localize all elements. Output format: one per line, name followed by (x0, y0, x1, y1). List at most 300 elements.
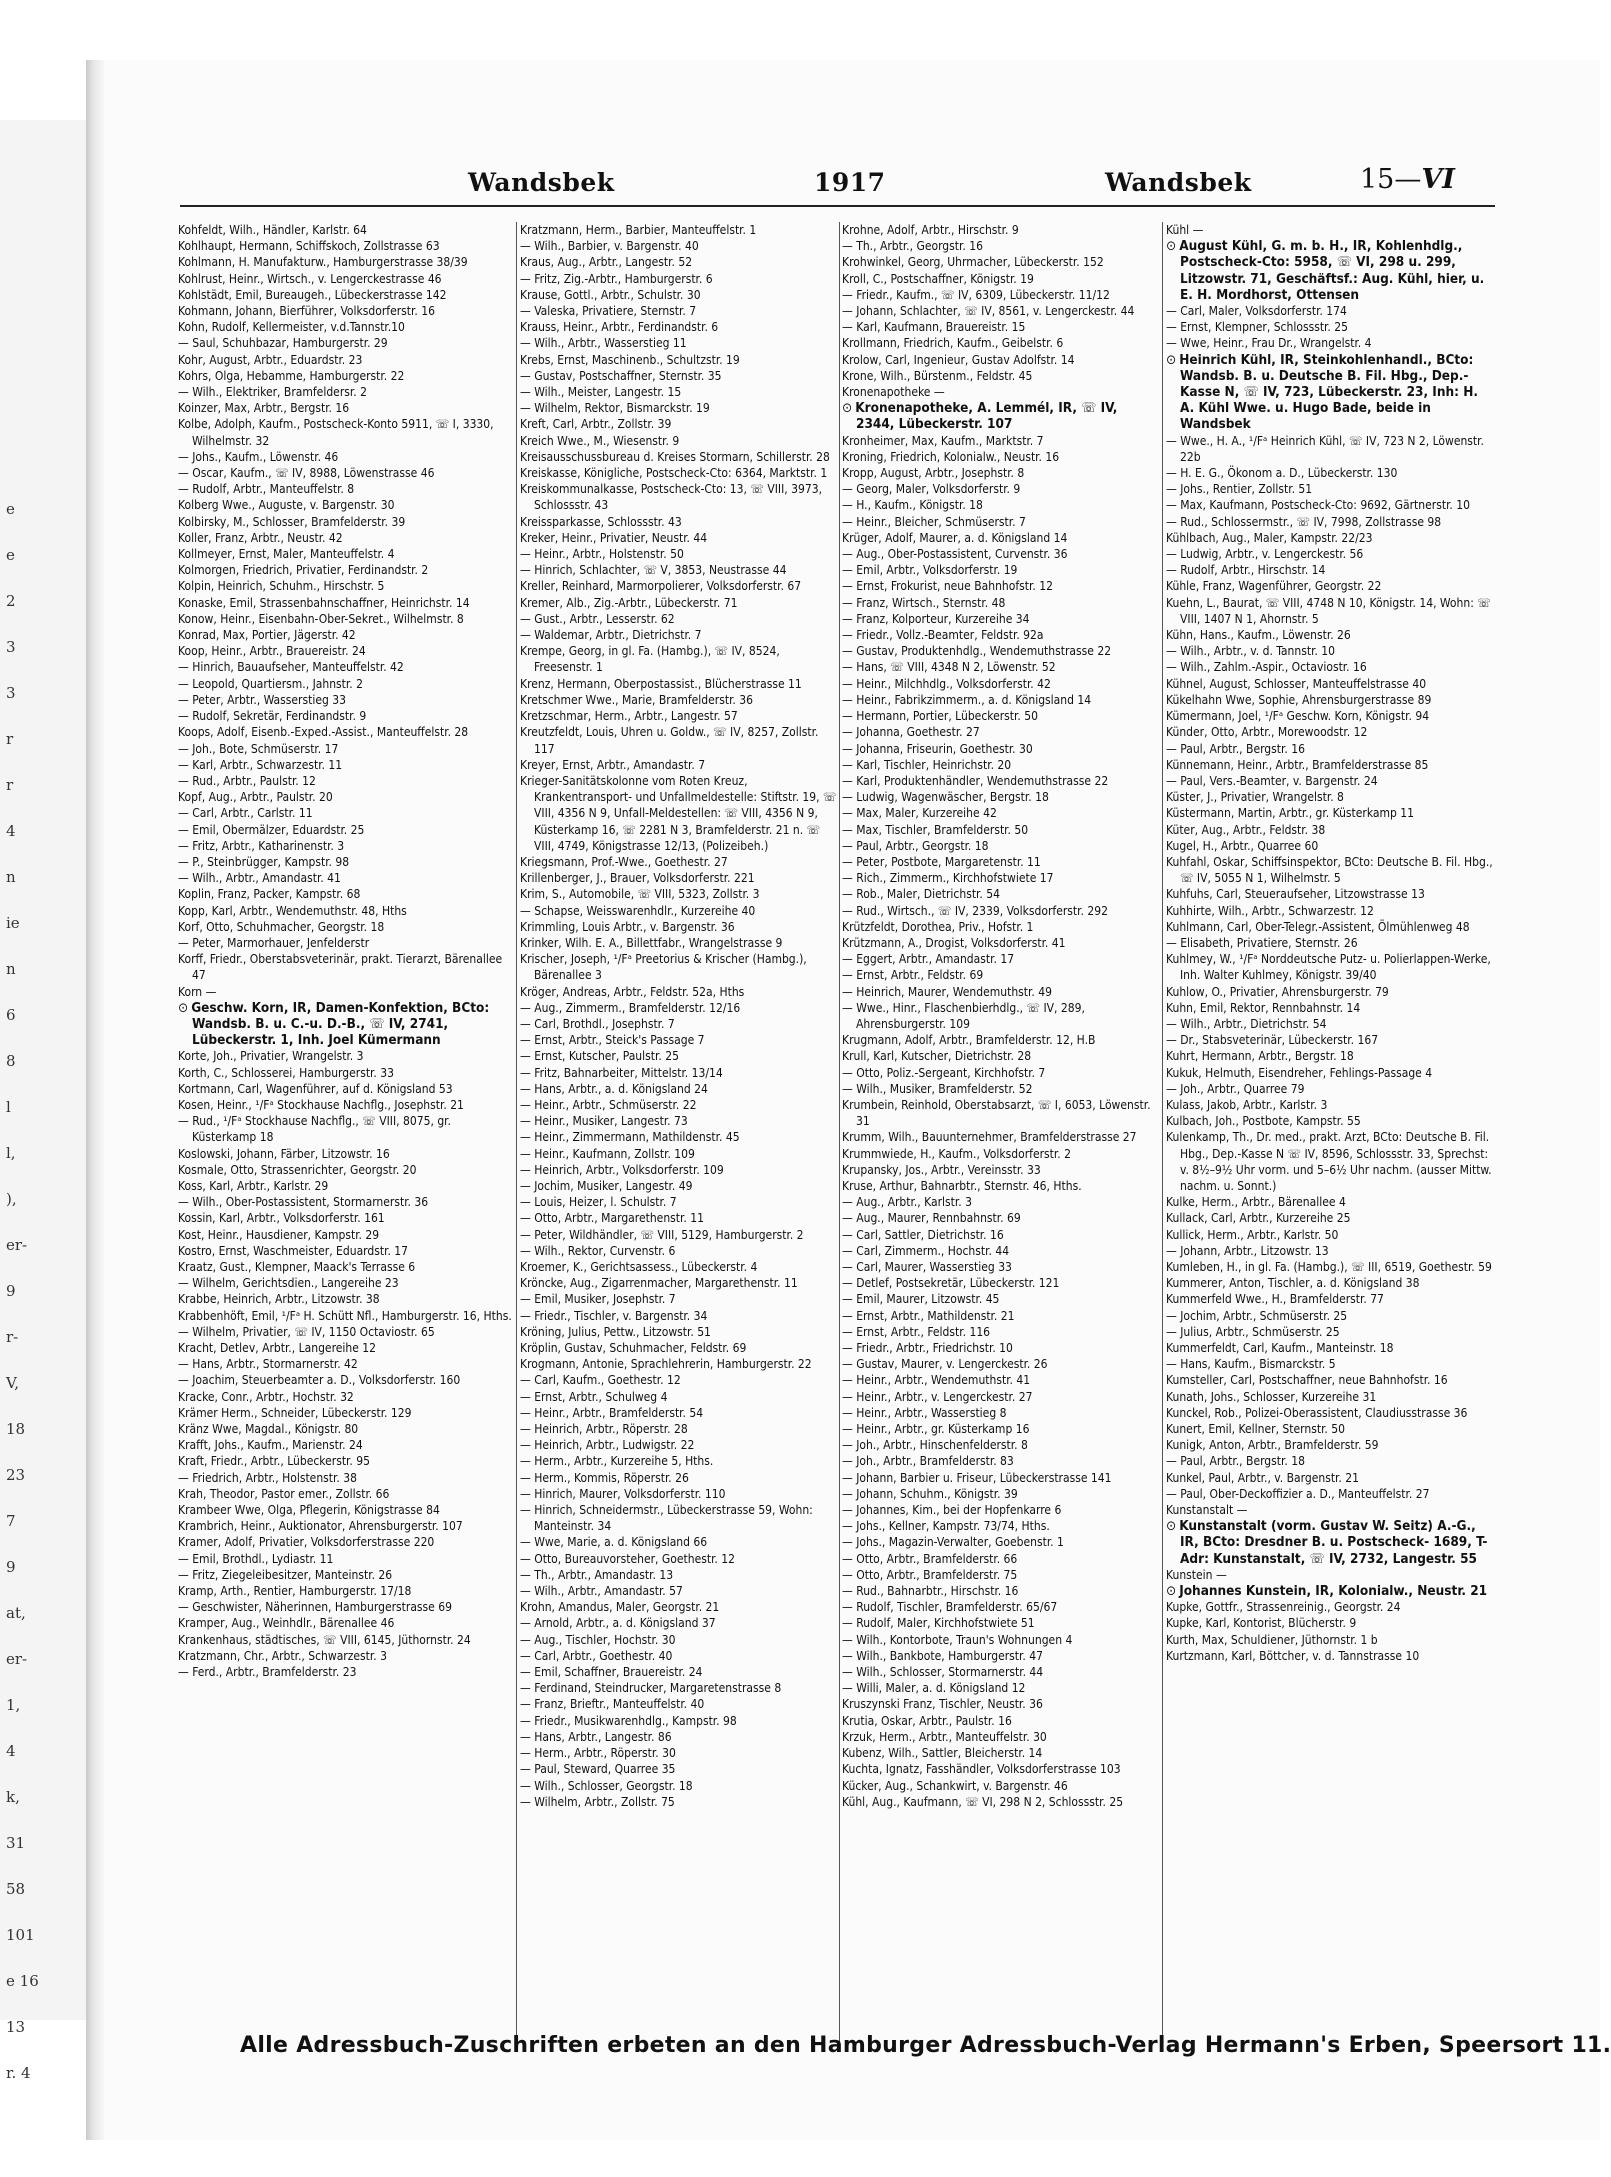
entry-text: — Wilhelm, Arbtr., Zollstr. 75 (520, 1794, 675, 1809)
directory-entry (1166, 1129, 1496, 1194)
entry-text: — Ferd., Arbtr., Bramfelderstr. 23 (178, 1665, 357, 1680)
directory-entry (842, 1178, 1160, 1194)
entry-text: — Oscar, Kaufm., ☏ IV, 8988, Löwenstrasse 46 (178, 466, 435, 481)
directory-entry (178, 1389, 514, 1405)
entry-text: — Carl, Maurer, Wasserstieg 33 (842, 1260, 1012, 1274)
directory-entry (842, 886, 1160, 902)
margin-fragment: 4 (6, 822, 16, 840)
entry-text: — Leopold, Quartiersm., Jahnstr. 2 (178, 676, 363, 691)
directory-entry (178, 870, 514, 886)
directory-entry (1166, 319, 1496, 335)
entry-text: — Hinrich, Schneidermstr., Lübeckerstrasse 59, Wohn: Manteinstr. 34 (520, 1503, 813, 1534)
directory-entry (842, 643, 1160, 659)
entry-text: — Karl, Produktenhändler, Wendemuthstrasse 22 (842, 773, 1109, 788)
directory-entry (178, 254, 514, 270)
directory-entry (520, 238, 838, 254)
directory-entry (1166, 1243, 1496, 1259)
margin-fragment: r (6, 776, 14, 794)
directory-entry (178, 1615, 514, 1631)
directory-entry (520, 708, 838, 724)
directory-entry (178, 1583, 514, 1599)
entry-text: Kohlhaupt, Hermann, Schiffskoch, Zollstrasse 63 (178, 239, 440, 254)
entry-text: Krollmann, Friedrich, Kaufm., Geibelstr. 6 (842, 336, 1064, 351)
directory-entry (1166, 352, 1496, 433)
directory-entry (842, 708, 1160, 724)
entry-text: Krüger, Adolf, Maurer, a. d. Königsland 14 (842, 530, 1068, 545)
directory-entry (520, 1048, 838, 1064)
directory-entry (842, 1194, 1160, 1210)
directory-entry (1166, 1097, 1496, 1113)
directory-entry (520, 724, 838, 756)
directory-entry (1166, 238, 1496, 303)
directory-entry (1166, 984, 1496, 1000)
directory-entry (1166, 335, 1496, 351)
column-divider (1162, 222, 1163, 2052)
directory-entry (842, 1453, 1160, 1469)
directory-entry (178, 919, 514, 935)
directory-entry (178, 789, 514, 805)
entry-text: — Wilh., Ober-Postassistent, Stormarnerstr. 36 (178, 1195, 429, 1210)
directory-entry (842, 497, 1160, 513)
entry-text: Kronheimer, Max, Kaufm., Marktstr. 7 (842, 433, 1044, 448)
directory-entry (842, 1389, 1160, 1405)
entry-text: Kroning, Friedrich, Kolonialw., Neustr. 16 (842, 449, 1060, 464)
directory-entry (178, 530, 514, 546)
entry-text: Kullack, Carl, Arbtr., Kurzereihe 25 (1166, 1211, 1351, 1226)
entry-text: Krimmling, Louis Arbtr., v. Bargenstr. 36 (520, 919, 735, 934)
entry-text: Kohr, August, Arbtr., Eduardstr. 23 (178, 352, 363, 367)
directory-entry (842, 1275, 1160, 1291)
directory-entry (520, 611, 838, 627)
directory-entry (178, 352, 514, 368)
directory-entry (178, 287, 514, 303)
directory-entry (520, 1680, 838, 1696)
entry-text: Kolberg Wwe., Auguste, v. Bargenstr. 30 (178, 498, 395, 513)
directory-entry (842, 984, 1160, 1000)
directory-entry (842, 919, 1160, 935)
directory-entry (178, 335, 514, 351)
directory-entry (520, 578, 838, 594)
directory-entry (520, 1162, 838, 1178)
header-right-title: Wandsbek (1105, 168, 1252, 197)
directory-entry (178, 1210, 514, 1226)
entry-text: — Rud., Schlossermstr., ☏ IV, 7998, Zollstrasse 98 (1166, 514, 1442, 529)
entry-text: Kratzmann, Herm., Barbier, Manteuffelstr. 1 (520, 223, 757, 237)
directory-entry (842, 627, 1160, 643)
entry-text: Kunstanstalt — (1166, 1503, 1248, 1518)
directory-entry (178, 1453, 514, 1469)
entry-text: — Dr., Stabsveterinär, Lübeckerstr. 167 (1166, 1033, 1379, 1048)
directory-entry (178, 724, 514, 740)
directory-entry (1166, 1502, 1496, 1518)
directory-entry (1166, 433, 1496, 465)
entry-text: Kühlbach, Aug., Maler, Kampstr. 22/23 (1166, 530, 1373, 545)
directory-entry (178, 384, 514, 400)
directory-entry (842, 1648, 1160, 1664)
directory-entry (178, 481, 514, 497)
entry-text: Kropp, August, Arbtr., Josephstr. 8 (842, 466, 1025, 481)
entry-text: — Wilh., Meister, Langestr. 15 (520, 385, 682, 400)
entry-text: Krämer Herm., Schneider, Lübeckerstr. 129 (178, 1405, 412, 1420)
entry-text: Kroll, C., Postschaffner, Königstr. 19 (842, 271, 1034, 286)
entry-text: — Rud., Arbtr., Paulstr. 12 (178, 773, 316, 788)
directory-entry (178, 805, 514, 821)
entry-text: — Wilh., Musiker, Bramfelderstr. 52 (842, 1081, 1033, 1096)
directory-entry (1166, 757, 1496, 773)
margin-fragment: r- (6, 1328, 19, 1346)
directory-entry (1166, 497, 1496, 513)
directory-entry (1166, 1113, 1496, 1129)
margin-fragment: e 16 (6, 1972, 39, 1990)
directory-entry (178, 1243, 514, 1259)
entry-text: — Wilh., Arbtr., Wasserstieg 11 (520, 336, 687, 351)
margin-fragment: e (6, 500, 15, 518)
entry-text: Kühn, Hans., Kaufm., Löwenstr. 26 (1166, 628, 1351, 643)
entry-text: Kreker, Heinr., Privatier, Neustr. 44 (520, 530, 708, 545)
entry-text: — Johannes, Kim., bei der Hopfenkarre 6 (842, 1503, 1062, 1518)
entry-text: Kupke, Gottfr., Strassenreinig., Georgstr. 24 (1166, 1600, 1401, 1615)
margin-fragment: 2 (6, 592, 16, 610)
entry-text: Kümermann, Joel, ¹/Fᵃ Geschw. Korn, Königstr. 94 (1166, 709, 1430, 724)
entry-text: — Rudolf, Arbtr., Hirschstr. 14 (1166, 563, 1326, 578)
directory-column-1 (178, 222, 514, 2052)
book-gutter (86, 60, 104, 2140)
entry-text: Kramp, Arth., Rentier, Hamburgerstr. 17/18 (178, 1584, 412, 1599)
entry-text: Krutia, Oskar, Arbtr., Paulstr. 16 (842, 1713, 1012, 1728)
entry-text: Krischer, Joseph, ¹/Fᵃ Preetorius & Krischer (Hambg.), Bärenallee 3 (520, 952, 807, 983)
directory-entry (1166, 903, 1496, 919)
directory-entry (1166, 1227, 1496, 1243)
entry-text: — Wilh., Bankbote, Hamburgerstr. 47 (842, 1648, 1043, 1663)
entry-text: Kohlrust, Heinr., Wirtsch., v. Lengerckestrasse 46 (178, 271, 442, 286)
directory-entry (842, 805, 1160, 821)
entry-text: — Hans, Arbtr., Langestr. 86 (520, 1729, 672, 1744)
entry-text: Kuhfuhs, Carl, Steueraufseher, Litzowstrasse 13 (1166, 887, 1425, 902)
directory-entry (842, 854, 1160, 870)
entry-text: — Wwe, Heinr., Frau Dr., Wrangelstr. 4 (1166, 336, 1372, 351)
entry-text: Kosmale, Otto, Strassenrichter, Georgstr. 20 (178, 1162, 417, 1177)
directory-entry (842, 514, 1160, 530)
directory-entry (178, 1308, 514, 1324)
directory-entry (520, 1534, 838, 1550)
entry-text: Konrad, Max, Portier, Jägerstr. 42 (178, 628, 356, 643)
directory-entry (842, 1227, 1160, 1243)
header-page-number (1360, 164, 1455, 195)
directory-entry (842, 1615, 1160, 1631)
directory-entry (178, 497, 514, 513)
entry-text: Kroemer, K., Gerichtsassess., Lübeckerstr. 4 (520, 1260, 758, 1274)
entry-text: — Herm., Kommis, Röperstr. 26 (520, 1470, 689, 1485)
directory-entry (520, 1081, 838, 1097)
entry-text: — Schapse, Weisswarenhdlr., Kurzereihe 40 (520, 903, 756, 918)
directory-entry (520, 1615, 838, 1631)
directory-entry (842, 935, 1160, 951)
entry-text: — Hans, Arbtr., a. d. Königsland 24 (520, 1081, 708, 1096)
entry-text: Kost, Heinr., Hausdiener, Kampstr. 29 (178, 1227, 380, 1242)
directory-entry (520, 1713, 838, 1729)
directory-entry (520, 1243, 838, 1259)
entry-text: — Heinr., Arbtr., Wasserstieg 8 (842, 1405, 1007, 1420)
directory-entry (520, 1648, 838, 1664)
directory-entry (520, 514, 838, 530)
directory-entry (520, 1567, 838, 1583)
entry-text: — Wilh., Kontorbote, Traun's Wohnungen 4 (842, 1632, 1073, 1647)
directory-entry (1166, 1389, 1496, 1405)
directory-entry (842, 546, 1160, 562)
directory-entry (520, 984, 838, 1000)
directory-entry (520, 595, 838, 611)
entry-text: — Th., Arbtr., Georgstr. 16 (842, 239, 983, 254)
header-rule (180, 205, 1495, 207)
entry-text: Krim, S., Automobile, ☏ VIII, 5323, Zollstr. 3 (520, 887, 760, 902)
entry-text: — Peter, Postbote, Margaretenstr. 11 (842, 854, 1041, 869)
margin-fragment: V, (6, 1374, 19, 1392)
entry-text: Kröplin, Gustav, Schuhmacher, Feldstr. 69 (520, 1341, 747, 1356)
entry-text: — Max, Kaufmann, Postscheck-Cto: 9692, Gärtnerstr. 10 (1166, 498, 1470, 513)
directory-entry (178, 578, 514, 594)
directory-entry (520, 1291, 838, 1307)
entry-text: Kücker, Aug., Schankwirt, v. Bargenstr. 46 (842, 1778, 1068, 1793)
directory-entry (520, 1551, 838, 1567)
entry-text: Kuhlmann, Carl, Ober-Telegr.-Assistent, Ölmühlenweg 48 (1166, 919, 1470, 934)
entry-text: Kukuk, Helmuth, Eisendreher, Fehlings-Passage 4 (1166, 1065, 1433, 1080)
entry-text: — Wilh., Schlosser, Georgstr. 18 (520, 1778, 693, 1793)
entry-text: — Emil, Obermälzer, Eduardstr. 25 (178, 822, 365, 837)
entry-text: Krambeer Wwe, Olga, Pflegerin, Königstrasse 84 (178, 1503, 440, 1518)
entry-text: — Hinrich, Schlachter, ☏ V, 3853, Neustrasse 44 (520, 563, 787, 578)
directory-entry (842, 611, 1160, 627)
directory-entry (520, 562, 838, 578)
directory-entry (842, 1259, 1160, 1275)
directory-entry (1166, 1583, 1496, 1599)
directory-entry (178, 1324, 514, 1340)
entry-text: — Otto, Poliz.-Sergeant, Kirchhofstr. 7 (842, 1065, 1046, 1080)
entry-text: — P., Steinbrügger, Kampstr. 98 (178, 854, 350, 869)
entry-text: — Wilh., Arbtr., Dietrichstr. 54 (1166, 1016, 1327, 1031)
directory-entry (842, 465, 1160, 481)
directory-entry (842, 741, 1160, 757)
margin-fragment: 6 (6, 1006, 16, 1024)
directory-entry (178, 1000, 514, 1049)
directory-entry (178, 1632, 514, 1648)
entry-text: Krull, Karl, Kutscher, Dietrichstr. 28 (842, 1049, 1032, 1064)
directory-entry (1166, 1372, 1496, 1388)
directory-entry (1166, 724, 1496, 740)
entry-text: — Otto, Bureauvorsteher, Goethestr. 12 (520, 1551, 735, 1566)
directory-entry (1166, 1194, 1496, 1210)
directory-entry (178, 319, 514, 335)
entry-text: Krauss, Heinr., Arbtr., Ferdinandstr. 6 (520, 320, 719, 335)
directory-entry (1166, 951, 1496, 983)
entry-text: — Heinr., Bleicher, Schmüserstr. 7 (842, 514, 1026, 529)
entry-text: Krumm, Wilh., Bauunternehmer, Bramfelderstrasse 27 (842, 1130, 1137, 1145)
entry-text: Korth, C., Schlosserei, Hamburgerstr. 33 (178, 1065, 394, 1080)
directory-entry (842, 530, 1160, 546)
entry-text: Krützmann, A., Drogist, Volksdorferstr. 41 (842, 935, 1066, 950)
entry-text: — Johann, Arbtr., Litzowstr. 13 (1166, 1243, 1329, 1258)
header-year: 1917 (814, 168, 886, 197)
directory-entry (1166, 465, 1496, 481)
entry-text: Kramper, Aug., Weinhdlr., Bärenallee 46 (178, 1616, 395, 1631)
directory-entry (1166, 546, 1496, 562)
directory-entry (520, 1308, 838, 1324)
directory-entry (178, 1356, 514, 1372)
entry-text: Korte, Joh., Privatier, Wrangelstr. 3 (178, 1049, 364, 1064)
entry-text: — Fritz, Zig.-Arbtr., Hamburgerstr. 6 (520, 271, 713, 286)
entry-text: — Ernst, Arbtr., Feldstr. 69 (842, 968, 984, 983)
directory-entry (842, 271, 1160, 287)
entry-text: — Rudolf, Tischler, Bramfelderstr. 65/67 (842, 1600, 1058, 1615)
entry-text: Kreller, Reinhard, Marmorpolierer, Volksdorferstr. 67 (520, 579, 802, 594)
margin-fragment: 7 (6, 1512, 16, 1530)
directory-entry (520, 757, 838, 773)
directory-entry (1166, 822, 1496, 838)
directory-entry (520, 1470, 838, 1486)
directory-entry (1166, 1016, 1496, 1032)
directory-entry (1166, 1081, 1496, 1097)
entry-text: Küstermann, Martin, Arbtr., gr. Küsterkamp 11 (1166, 806, 1415, 821)
entry-text: — Hans, ☏ VIII, 4348 N 2, Löwenstr. 52 (842, 660, 1056, 675)
entry-text: Kreutzfeldt, Louis, Uhren u. Goldw., ☏ IV, 8257, Zollstr. 117 (520, 725, 819, 756)
directory-entry (842, 1664, 1160, 1680)
directory-entry (842, 1502, 1160, 1518)
entry-text: Kunstanstalt (vorm. Gustav W. Seitz) A.-G., IR, BCto: Dresdner B. u. Postscheck- 1689, T-Adr: Kunstanstalt, ☏ IV, 2732, Langestr. 55 (1179, 1518, 1488, 1567)
directory-entry (520, 854, 838, 870)
entry-text: — Heinr., Arbtr., Holstenstr. 50 (520, 547, 684, 562)
directory-entry (842, 1372, 1160, 1388)
directory-entry (842, 319, 1160, 335)
entry-text: Kröger, Andreas, Arbtr., Feldstr. 52a, Hths (520, 984, 745, 999)
entry-text: Kreiskommunalkasse, Postscheck-Cto: 13, ☏ VIII, 3973, Schlossstr. 43 (520, 482, 823, 513)
directory-entry (842, 1324, 1160, 1340)
entry-text: — Wilh., Elektriker, Bramfeldersr. 2 (178, 385, 367, 400)
entry-text: — Otto, Arbtr., Bramfelderstr. 75 (842, 1567, 1018, 1582)
directory-entry (1166, 1615, 1496, 1631)
directory-entry (178, 1502, 514, 1518)
directory-entry (1166, 1048, 1496, 1064)
margin-fragment: 18 (6, 1420, 26, 1438)
entry-text: Krebs, Ernst, Maschinenb., Schultzstr. 19 (520, 352, 740, 367)
directory-entry (178, 1518, 514, 1534)
entry-text: Kunert, Emil, Kellner, Sternstr. 50 (1166, 1422, 1346, 1437)
entry-text: Korff, Friedr., Oberstabsveterinär, prakt. Tierarzt, Bärenallee 47 (178, 952, 503, 983)
entry-text: — Rud., Wirtsch., ☏ IV, 2339, Volksdorferstr. 292 (842, 903, 1108, 918)
entry-text: Kopf, Aug., Arbtr., Paulstr. 20 (178, 790, 333, 805)
margin-fragment: at, (6, 1604, 26, 1622)
entry-text: — Heinr., Arbtr., v. Lengerckestr. 27 (842, 1389, 1033, 1404)
directory-entry (178, 1534, 514, 1550)
entry-text: Kuhfahl, Oskar, Schiffsinspektor, BCto: Deutsche B. Fil. Hbg., ☏ IV, 5055 N 1, Wilhelmstr. 5 (1166, 854, 1493, 886)
listing-marker-icon: ⊙ (1166, 351, 1177, 368)
directory-entry (1166, 935, 1496, 951)
directory-entry (520, 303, 838, 319)
entry-text: — Rob., Maler, Dietrichstr. 54 (842, 887, 1000, 902)
directory-entry (1166, 578, 1496, 594)
directory-entry (520, 1583, 838, 1599)
entry-text: — Rudolf, Arbtr., Manteuffelstr. 8 (178, 482, 355, 497)
entry-text: Kunkel, Paul, Arbtr., v. Bargenstr. 21 (1166, 1470, 1359, 1485)
directory-entry (842, 659, 1160, 675)
directory-entry (520, 1405, 838, 1421)
directory-entry (842, 562, 1160, 578)
directory-entry (178, 400, 514, 416)
entry-text: — Aug., Ober-Postassistent, Curvenstr. 36 (842, 547, 1068, 562)
directory-entry (178, 708, 514, 724)
directory-entry (842, 1065, 1160, 1081)
directory-entry (520, 1097, 838, 1113)
directory-entry (520, 1146, 838, 1162)
directory-entry (842, 1340, 1160, 1356)
directory-entry (842, 1761, 1160, 1777)
entry-text: Kunigk, Anton, Arbtr., Bramfelderstr. 59 (1166, 1438, 1379, 1453)
entry-text: — Johs., Kaufm., Löwenstr. 46 (178, 449, 339, 464)
entry-text: — Karl, Arbtr., Schwarzestr. 11 (178, 757, 343, 772)
margin-fragment: er- (6, 1236, 28, 1254)
entry-text: — Heinr., Arbtr., Bramfelderstr. 54 (520, 1405, 704, 1420)
directory-entry (842, 1745, 1160, 1761)
entry-text: — Wilh., Arbtr., Amandastr. 41 (178, 871, 341, 886)
margin-fragment: 9 (6, 1558, 16, 1576)
entry-text: — Rudolf, Sekretär, Ferdinandstr. 9 (178, 709, 367, 724)
page-section: VI (1421, 164, 1455, 195)
directory-entry (178, 562, 514, 578)
entry-text: Krempe, Georg, in gl. Fa. (Hambg.), ☏ IV, 8524, Freesenstr. 1 (520, 644, 780, 675)
directory-entry (520, 1016, 838, 1032)
entry-text: Kulbach, Joh., Postbote, Kampstr. 55 (1166, 1114, 1361, 1129)
entry-text: Kumleben, H., in gl. Fa. (Hambg.), ☏ III, 6519, Goethestr. 59 (1166, 1260, 1492, 1274)
margin-fragment: k, (6, 1788, 20, 1806)
previous-page-margin (0, 120, 86, 2082)
entry-text: — Hinrich, Bauaufseher, Manteuffelstr. 42 (178, 660, 404, 675)
directory-entry (178, 1146, 514, 1162)
entry-text: — Otto, Arbtr., Bramfelderstr. 66 (842, 1551, 1018, 1566)
entry-text: Korn — (178, 984, 217, 999)
directory-entry (520, 1113, 838, 1129)
directory-entry (842, 1470, 1160, 1486)
entry-text: — Emil, Maurer, Litzowstr. 45 (842, 1292, 1000, 1307)
entry-text: Küster, J., Privatier, Wrangelstr. 8 (1166, 790, 1344, 805)
directory-entry (1166, 838, 1496, 854)
directory-entry (842, 1032, 1160, 1048)
directory-entry (520, 951, 838, 983)
entry-text: Kummerfeld Wwe., H., Bramfelderstr. 77 (1166, 1292, 1384, 1307)
margin-fragment: r. 4 (6, 2064, 31, 2082)
entry-text: — Wwe., H. A., ¹/Fᵃ Heinrich Kühl, ☏ IV, 723 N 2, Löwenstr. 22b (1166, 433, 1484, 464)
entry-text: — Paul, Arbtr., Georgstr. 18 (842, 838, 989, 853)
directory-entry (842, 384, 1160, 400)
directory-entry (178, 659, 514, 675)
directory-entry (178, 757, 514, 773)
directory-entry (1166, 1453, 1496, 1469)
entry-text: Krabbenhöft, Emil, ¹/Fᵃ H. Schütt Nfl., Hamburgerstr. 16, Hths. (178, 1308, 512, 1323)
entry-text: Kulenkamp, Th., Dr. med., prakt. Arzt, BCto: Deutsche B. Fil. Hbg., Dep.-Kasse N ☏ IV, 8596, Schlossstr. 33, Sprechst: v. 8½–9½ Uhr vorm. und 5–6½ Uhr nachm. (ausser Mittw. nachm. u. Sonnt.) (1166, 1130, 1492, 1193)
directory-entry (520, 287, 838, 303)
entry-text: — Rud., ¹/Fᵃ Stockhause Nachflg., ☏ VIII, 8075, gr. Küsterkamp 18 (178, 1114, 451, 1145)
directory-entry (520, 692, 838, 708)
directory-entry (1166, 805, 1496, 821)
entry-text: — Ernst, Arbtr., Schulweg 4 (520, 1389, 668, 1404)
directory-entry (178, 1599, 514, 1615)
entry-text: — Joh., Bote, Schmüserstr. 17 (178, 741, 339, 756)
directory-entry (842, 335, 1160, 351)
entry-text: Krohwinkel, Georg, Uhrmacher, Lübeckerstr. 152 (842, 255, 1104, 270)
entry-text: — Th., Arbtr., Amandastr. 13 (520, 1567, 674, 1582)
directory-entry (178, 611, 514, 627)
directory-entry (520, 1000, 838, 1016)
entry-text: — Fritz, Bahnarbeiter, Mittelstr. 13/14 (520, 1065, 723, 1080)
directory-entry (520, 1599, 838, 1615)
directory-entry (842, 254, 1160, 270)
